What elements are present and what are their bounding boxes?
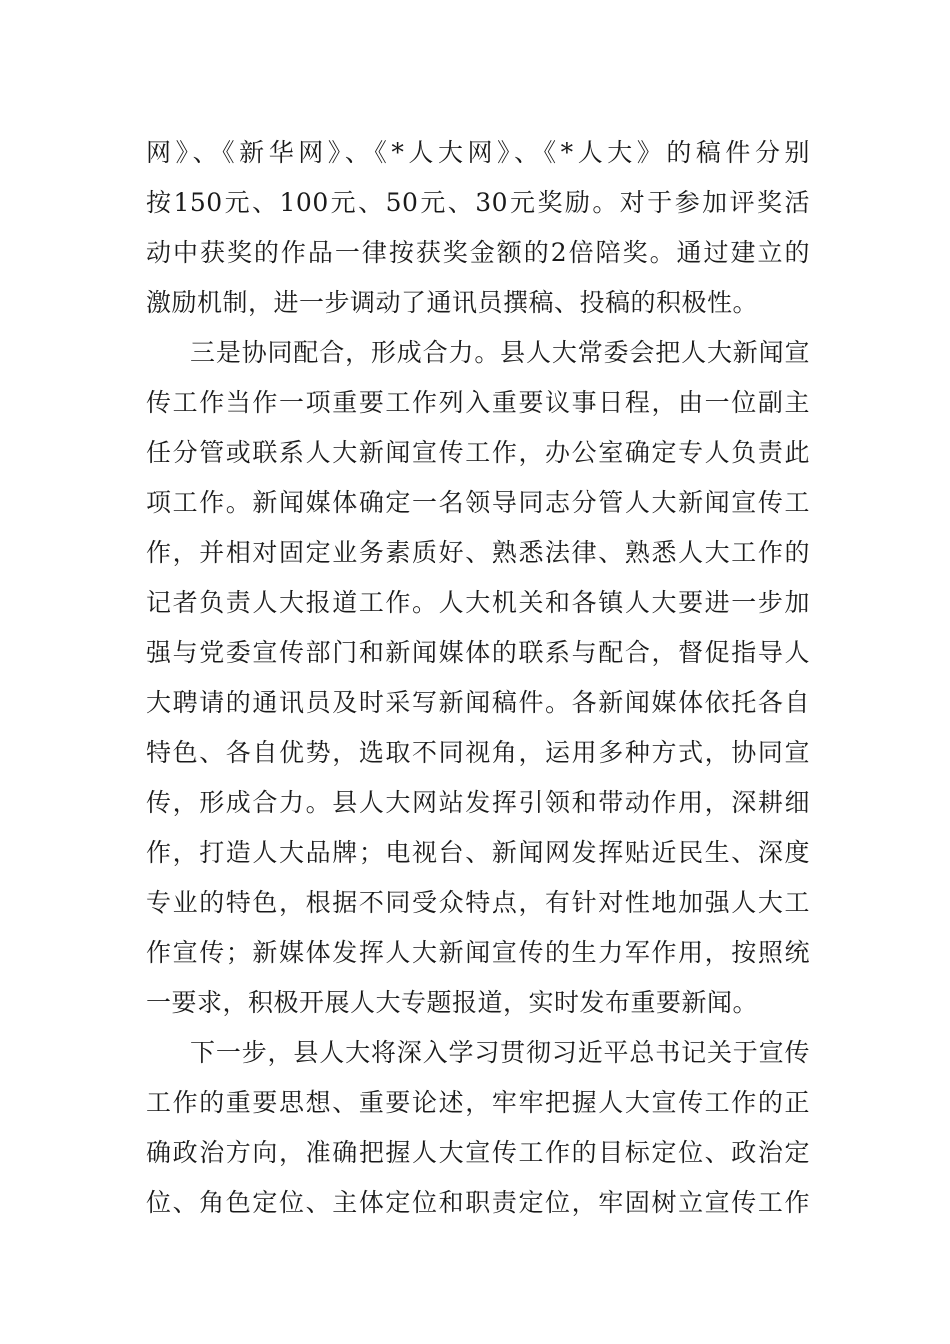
text-line: 强与党委宣传部门和新闻媒体的联系与配合，督促指导人 (146, 638, 810, 667)
text-line: 按150元、100元、50元、30元奖励。对于参加评奖活 (146, 188, 810, 217)
text-line: 任分管或联系人大新闻宣传工作，办公室确定专人负责此 (146, 438, 810, 467)
text-line: 位、角色定位、主体定位和职责定位，牢固树立宣传工作 (146, 1188, 810, 1217)
text-line: 记者负责人大报道工作。人大机关和各镇人大要进一步加 (146, 588, 810, 617)
text-line: 作，打造人大品牌；电视台、新闻网发挥贴近民生、深度 (146, 838, 810, 867)
text-line: 下一步，县人大将深入学习贯彻习近平总书记关于宣传 (190, 1038, 810, 1067)
text-line: 专业的特色，根据不同受众特点，有针对性地加强人大工 (146, 888, 810, 917)
text-line: 网》、《新华网》、《*人大网》、《*人大》的稿件分别 (146, 138, 810, 167)
text-line: 确政治方向，准确把握人大宣传工作的目标定位、政治定 (146, 1138, 810, 1167)
text-line: 传工作当作一项重要工作列入重要议事日程，由一位副主 (146, 388, 810, 417)
text-line: 三是协同配合，形成合力。县人大常委会把人大新闻宣 (190, 338, 810, 367)
text-line: 一要求，积极开展人大专题报道，实时发布重要新闻。 (146, 988, 759, 1017)
text-line: 激励机制，进一步调动了通讯员撰稿、投稿的积极性。 (146, 288, 759, 317)
text-line: 作宣传；新媒体发挥人大新闻宣传的生力军作用，按照统 (146, 938, 810, 967)
text-line: 动中获奖的作品一律按获奖金额的2倍陪奖。通过建立的 (146, 238, 810, 267)
text-line: 大聘请的通讯员及时采写新闻稿件。各新闻媒体依托各自 (146, 688, 810, 717)
text-line: 工作的重要思想、重要论述，牢牢把握人大宣传工作的正 (146, 1088, 810, 1117)
text-line: 传，形成合力。县人大网站发挥引领和带动作用，深耕细 (146, 788, 810, 817)
text-line: 项工作。新闻媒体确定一名领导同志分管人大新闻宣传工 (146, 488, 810, 517)
text-line: 作，并相对固定业务素质好、熟悉法律、熟悉人大工作的 (146, 538, 810, 567)
text-line: 特色、各自优势，选取不同视角，运用多种方式，协同宣 (146, 738, 810, 767)
document-body (146, 128, 810, 1228)
